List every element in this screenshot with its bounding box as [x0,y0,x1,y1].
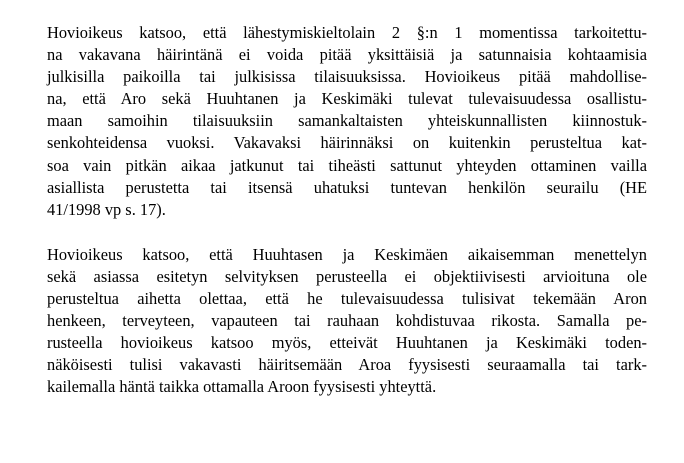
text-line: rusteella hovioikeus katsoo myös, etteivät Huuhtanen ja Keskimäki toden- [47,333,647,353]
document-page [47,22,647,399]
text-line: Hovioikeus katsoo, että Huuhtasen ja Keskimäen aikaisemman menettelyn [47,244,647,264]
text-line: näköisesti tulisi vakavasti häiritsemään Aroa fyysisesti seuraamalla tai tark- [47,355,647,375]
text-line: sekä asiassa esitetyn selvityksen perusteella ei objektiivisesti arvioituna ole [47,266,647,286]
text-line: senkohteidensa vuoksi. Vakavaksi häirinnäksi on kuitenkin perusteltua kat- [47,133,647,153]
text-line: perusteltua aihetta olettaa, että he tulevaisuudessa tulisivat tekemään Aron [47,289,647,309]
text-line: na vakavana häirintänä ei voida pitää yksittäisiä ja satunnaisia kohtaamisia [47,45,647,65]
text-line: soa vain pitkän aikaa jatkunut tai tiheästi sattunut yhteyden ottaminen vailla [47,155,647,175]
text-line: henkeen, terveyteen, vapauteen tai rauhaan kohdistuvaa rikosta. Samalla pe- [47,311,647,331]
text-line: maan samoihin tilaisuuksiin samankaltaisten yhteiskunnallisten kiinnostuk- [47,111,647,131]
text-line: Hovioikeus katsoo, että lähestymiskieltolain 2 §:n 1 momentissa tarkoitettu- [47,23,647,42]
text-line: 41/1998 vp s. 17). [47,199,166,219]
text-line: asiallista perustetta tai itsensä uhatuksi tuntevan henkilön seurailu (HE [47,177,647,197]
paragraph-1 [47,22,647,221]
text-line: na, että Aro sekä Huuhtanen ja Keskimäki tulevat tulevaisuudessa osallistu- [47,89,647,109]
text-line: julkisilla paikoilla tai julkisissa tilaisuuksissa. Hovioikeus pitää mahdollise- [47,67,647,87]
paragraph-spacer [47,221,647,244]
text-line: kailemalla häntä taikka ottamalla Aroon fyysisesti yhteyttä. [47,377,437,397]
paragraph-2 [47,244,647,399]
